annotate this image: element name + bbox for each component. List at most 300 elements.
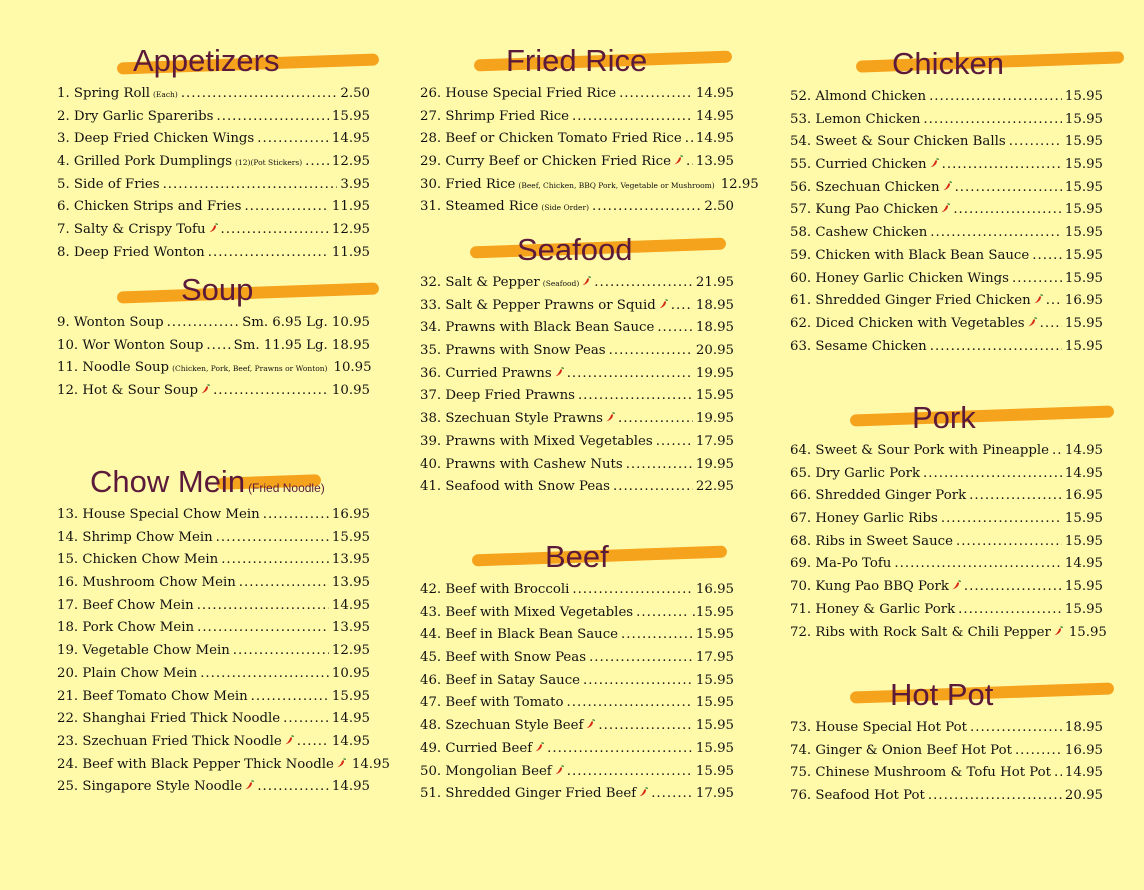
menu-item-name: 18. Pork Chow Mein (57, 620, 195, 636)
menu-item (790, 785, 1103, 808)
menu-item-name: 11. Noodle Soup (57, 360, 170, 376)
menu-item-name: 49. Curried Beef (420, 740, 533, 756)
section-subtitle: (Fried Noodle) (248, 481, 325, 495)
chili-pepper-icon (284, 731, 294, 741)
menu-item-name: 67. Honey Garlic Ribs (790, 511, 938, 527)
menu-item (57, 731, 370, 754)
menu-item-name: 19. Vegetable Chow Mein (57, 643, 230, 659)
menu-item-price: 14.95 (1064, 765, 1103, 781)
section-heading (790, 400, 1103, 440)
chili-pepper-icon (638, 783, 648, 793)
menu-item (57, 572, 370, 595)
menu-item (790, 177, 1103, 200)
dot-leader (208, 242, 329, 265)
chili-pepper-icon (534, 738, 544, 748)
section-heading (420, 43, 734, 83)
menu-item-name: 44. Beef in Black Bean Sauce (420, 627, 619, 643)
menu-item (420, 761, 734, 784)
dot-leader (923, 463, 1062, 486)
section-title (181, 272, 253, 308)
section-appetizers (57, 43, 370, 265)
section-title-text: Soup (181, 272, 254, 307)
menu-item (420, 624, 734, 647)
menu-item-name: 36. Curried Prawns (420, 365, 552, 381)
menu-item (790, 740, 1103, 763)
dot-leader (1040, 313, 1062, 336)
menu-item-list (420, 83, 759, 219)
menu-item (57, 776, 370, 799)
menu-item-price: .15.95 (691, 604, 734, 620)
menu-item-name: 16. Mushroom Chow Mein (57, 575, 236, 591)
menu-item-price: 14.95 (331, 733, 370, 749)
menu-item-price: 12.95 (331, 154, 370, 170)
dot-leader (257, 128, 329, 151)
dot-leader (221, 549, 329, 572)
chili-pepper-icon (1027, 313, 1037, 323)
menu-item-name: 76. Seafood Hot Pot (790, 788, 925, 804)
dot-leader (583, 670, 693, 693)
menu-item-note: (Beef, Chicken, BBQ Pork, Vegetable or Mushroom) (518, 180, 715, 190)
menu-item-price: 14.95 (695, 131, 734, 147)
menu-item-price: Sm. 6.95 Lg. 10.95 (242, 315, 370, 330)
dot-leader (213, 380, 329, 403)
menu-item-name: 71. Honey & Garlic Pork (790, 601, 956, 617)
menu-item (57, 595, 370, 618)
dot-leader (263, 504, 329, 527)
dot-leader (221, 219, 329, 242)
dot-leader (613, 476, 693, 499)
menu-item-price: 20.95 (1064, 788, 1103, 804)
menu-item (57, 617, 370, 640)
menu-item-name: 62. Diced Chicken with Vegetables (790, 315, 1025, 331)
menu-item (57, 174, 370, 197)
menu-item-price: 15.95 (1064, 134, 1103, 150)
menu-item-name: 35. Prawns with Snow Peas (420, 343, 606, 359)
dot-leader (244, 196, 328, 219)
menu-item-name: 64. Sweet & Sour Pork with Pineapple (790, 443, 1050, 458)
menu-item-price: 11.95 (331, 199, 370, 215)
menu-item-name: 50. Mongolian Beef (420, 763, 552, 779)
menu-item (420, 340, 734, 363)
menu-item (57, 196, 370, 219)
dot-leader (953, 199, 1062, 222)
dot-leader (685, 128, 693, 151)
menu-item-name: 58. Cashew Chicken (790, 225, 928, 241)
menu-item (420, 106, 734, 129)
menu-item-name: 48. Szechuan Style Beef (420, 718, 584, 734)
section-heading (790, 677, 1103, 717)
menu-item-price: 15.95 (1064, 338, 1103, 354)
menu-item-name: 2. Dry Garlic Spareribs (57, 108, 214, 124)
dot-leader (572, 579, 693, 602)
dot-leader (894, 553, 1062, 576)
dot-leader (930, 336, 1062, 359)
dot-leader (594, 272, 693, 295)
menu-item-name: 60. Honey Garlic Chicken Wings (790, 270, 1009, 286)
menu-item-name: 46. Beef in Satay Sauce (420, 672, 581, 688)
menu-item-name: 29. Curry Beef or Chicken Fried Rice (420, 154, 671, 170)
section-title (517, 232, 633, 268)
dot-leader (206, 335, 230, 358)
menu-item-price: 16.95 (331, 507, 370, 522)
menu-item (790, 717, 1103, 740)
menu-item (790, 440, 1103, 463)
menu-item (420, 647, 734, 670)
menu-item-name: 68. Ribs in Sweet Sauce (790, 533, 953, 549)
chili-pepper-icon (942, 177, 952, 187)
dot-leader (197, 595, 329, 618)
menu-item (57, 380, 370, 403)
dot-leader (181, 83, 338, 106)
menu-item-name: 51. Shredded Ginger Fried Beef (420, 786, 637, 802)
menu-item (420, 83, 734, 106)
section-title-text: Chicken (892, 46, 1004, 81)
menu-item-price: 15.95 (695, 672, 734, 688)
dot-leader (609, 340, 693, 363)
chili-pepper-icon (244, 776, 254, 786)
dot-leader (592, 196, 701, 219)
dot-leader (567, 363, 693, 386)
section-title-text: Chow Mein (90, 464, 246, 499)
menu-item-list (420, 579, 734, 806)
menu-item-price: 15.95 (1068, 624, 1107, 640)
dot-leader (618, 408, 693, 431)
menu-item-price: 10.95 (333, 360, 372, 376)
menu-item-price: 2.50 (340, 86, 370, 101)
menu-item-price: 17.95 (695, 433, 734, 449)
menu-item-price: 16.95 (1064, 293, 1103, 309)
menu-item (420, 363, 734, 386)
menu-item (790, 508, 1103, 531)
section-title-text: Appetizers (133, 43, 280, 78)
menu-item-name: 69. Ma-Po Tofu (790, 556, 892, 572)
dot-leader (598, 715, 693, 738)
menu-item-name: 63. Sesame Chicken (790, 338, 927, 354)
dot-leader (233, 640, 329, 663)
menu-item-name: 73. House Special Hot Pot (790, 720, 967, 735)
section-heading (57, 43, 370, 83)
dot-leader (619, 83, 693, 106)
dot-leader (636, 602, 689, 625)
menu-item-price: 15.95 (1064, 247, 1103, 263)
dot-leader (928, 785, 1062, 808)
section-heading (790, 46, 1103, 86)
menu-item-price: 12.95 (331, 222, 370, 238)
dot-leader (216, 527, 329, 550)
dot-leader (626, 454, 693, 477)
menu-item (790, 290, 1103, 313)
dot-leader (163, 174, 338, 197)
section-heading (57, 272, 370, 312)
menu-item-price: 15.95 (1064, 225, 1103, 241)
dot-leader (956, 531, 1062, 554)
menu-item-name: 33. Salt & Pepper Prawns or Squid (420, 297, 656, 313)
menu-item-name: 43. Beef with Mixed Vegetables (420, 604, 634, 620)
menu-item-name: 53. Lemon Chicken (790, 111, 921, 127)
menu-item-name: 10. Wor Wonton Soup (57, 337, 204, 353)
menu-item-price: 19.95 (695, 456, 734, 472)
menu-item-note: (12)(Pot Stickers) (235, 158, 303, 168)
menu-item-price: 19.95 (695, 411, 734, 427)
menu-item (790, 268, 1103, 291)
dot-leader (200, 663, 329, 686)
menu-item-price: 15.95 (695, 740, 734, 756)
menu-item-price: 21.95 (695, 275, 734, 290)
menu-item-price: 2.50 (704, 199, 734, 215)
menu-item-name: 3. Deep Fried Chicken Wings (57, 131, 255, 147)
menu-item-price: 10.95 (331, 383, 370, 399)
dot-leader (941, 508, 1062, 531)
menu-item (790, 313, 1103, 336)
dot-leader (970, 717, 1062, 740)
menu-item-name: 32. Salt & Pepper (420, 275, 540, 290)
menu-item-price: 15.95 (331, 688, 370, 704)
chili-pepper-icon (200, 380, 210, 390)
chili-pepper-icon (673, 151, 683, 161)
menu-item-price: 15.95 (695, 695, 734, 711)
menu-item-price: 16.95 (695, 582, 734, 597)
dot-leader (283, 708, 329, 731)
menu-item-price: 15.95 (1064, 533, 1103, 549)
menu-item (57, 312, 370, 335)
dot-leader (955, 177, 1062, 200)
menu-item (420, 692, 734, 715)
menu-item (790, 199, 1103, 222)
menu-item-price: 12.95 (720, 176, 759, 192)
menu-item-name: 1. Spring Roll (57, 86, 150, 101)
menu-item-name: 9. Wonton Soup (57, 315, 164, 330)
menu-item-name: 52. Almond Chicken (790, 89, 927, 104)
menu-item-name: 28. Beef or Chicken Tomato Fried Rice (420, 131, 682, 147)
section-heading (57, 464, 370, 504)
dot-leader (686, 151, 693, 174)
menu-item-price: 14.95 (331, 779, 370, 795)
dot-leader (239, 572, 329, 595)
section-pork (790, 400, 1107, 644)
menu-item-price: 14.95 (331, 597, 370, 613)
menu-item-price: 17.95 (695, 786, 734, 802)
chili-pepper-icon (581, 272, 591, 282)
menu-item (420, 602, 734, 625)
dot-leader (958, 599, 1062, 622)
menu-item (420, 196, 734, 219)
menu-item-name: 5. Side of Fries (57, 176, 160, 192)
dot-leader (1054, 762, 1062, 785)
chili-pepper-icon (554, 363, 564, 373)
menu-item-name: 41. Seafood with Snow Peas (420, 479, 610, 495)
menu-item-name: 17. Beef Chow Mein (57, 597, 194, 613)
section-chicken (790, 46, 1103, 358)
menu-item-name: 75. Chinese Mushroom & Tofu Hot Pot (790, 765, 1052, 781)
dot-leader (1046, 290, 1062, 313)
dot-leader (930, 222, 1062, 245)
menu-item (420, 783, 734, 806)
menu-item (420, 431, 734, 454)
section-hot-pot (790, 677, 1103, 808)
menu-item-name: 65. Dry Garlic Pork (790, 465, 921, 481)
menu-item-price: 15.95 (331, 529, 370, 545)
menu-item (790, 245, 1103, 268)
menu-item (420, 317, 734, 340)
menu-item-price: 13.95 (695, 154, 734, 170)
menu-item-price: 15.95 (1064, 111, 1103, 127)
menu-item-name: 72. Ribs with Rock Salt & Chili Pepper (790, 624, 1051, 640)
section-soup (57, 272, 370, 403)
menu-item-price: 14.95 (695, 108, 734, 124)
dot-leader (969, 485, 1062, 508)
menu-item-name: 42. Beef with Broccoli (420, 582, 570, 597)
menu-item (57, 708, 370, 731)
section-title (892, 46, 1004, 82)
menu-item (420, 272, 734, 295)
dot-leader (1015, 740, 1062, 763)
section-title (912, 400, 976, 436)
menu-item-price: 14.95 (1064, 443, 1103, 458)
dot-leader (567, 692, 693, 715)
menu-item-price: 17.95 (695, 650, 734, 666)
menu-item-name: 38. Szechuan Style Prawns (420, 411, 603, 427)
menu-item-price: 14.95 (695, 86, 734, 101)
section-title-text: Fried Rice (506, 43, 648, 78)
menu-item (420, 385, 734, 408)
menu-item (57, 549, 370, 572)
menu-item (790, 622, 1107, 645)
menu-item-name: 25. Singapore Style Noodle (57, 779, 243, 795)
section-title (506, 43, 647, 79)
menu-item (57, 640, 370, 663)
dot-leader (547, 738, 693, 761)
dot-leader (297, 731, 329, 754)
dot-leader (305, 151, 329, 174)
menu-item-name: 7. Salty & Crispy Tofu (57, 222, 206, 238)
menu-item-name: 4. Grilled Pork Dumplings (57, 154, 233, 170)
section-title-text: Beef (545, 539, 609, 574)
menu-item (790, 131, 1103, 154)
menu-item (420, 128, 734, 151)
chili-pepper-icon (951, 576, 961, 586)
chili-pepper-icon (336, 754, 346, 764)
menu-item-price: Sm. 11.95 Lg. 18.95 (233, 337, 370, 353)
menu-item-name: 12. Hot & Sour Soup (57, 383, 199, 399)
menu-item-price: 15.95 (695, 627, 734, 643)
menu-item (57, 106, 370, 129)
dot-leader (1052, 440, 1062, 463)
menu-item-price: 13.95 (331, 552, 370, 568)
menu-item-name: 14. Shrimp Chow Mein (57, 529, 213, 545)
dot-leader (929, 86, 1062, 109)
menu-item (420, 151, 734, 174)
dot-leader (251, 686, 329, 709)
menu-item (420, 295, 734, 318)
dot-leader (964, 576, 1062, 599)
menu-item-name: 61. Shredded Ginger Fried Chicken (790, 293, 1031, 309)
dot-leader (567, 761, 693, 784)
section-title (133, 43, 279, 79)
menu-item (790, 154, 1103, 177)
menu-item-name: 15. Chicken Chow Mein (57, 552, 219, 568)
chili-pepper-icon (658, 295, 668, 305)
dot-leader (621, 624, 693, 647)
section-title (545, 539, 609, 575)
section-title (890, 677, 993, 713)
menu-item-name: 24. Beef with Black Pepper Thick Noodle (57, 756, 334, 772)
menu-item (790, 222, 1103, 245)
menu-item (420, 738, 734, 761)
dot-leader (657, 317, 693, 340)
menu-item (790, 463, 1103, 486)
menu-item-price: 15.95 (1064, 202, 1103, 218)
menu-item-price: 14.95 (1064, 465, 1103, 481)
chili-pepper-icon (208, 219, 218, 229)
section-title-text: Pork (912, 400, 976, 435)
menu-item-name: 27. Shrimp Fried Rice (420, 108, 570, 124)
menu-item-name: 34. Prawns with Black Bean Sauce (420, 320, 655, 336)
menu-item-price: 18.95 (695, 297, 734, 313)
menu-item-name: 22. Shanghai Fried Thick Noodle (57, 711, 281, 727)
menu-item (57, 686, 370, 709)
menu-item-list (57, 83, 370, 265)
menu-item-name: 45. Beef with Snow Peas (420, 650, 587, 666)
section-title (90, 464, 325, 506)
section-fried-rice (420, 43, 759, 219)
chili-pepper-icon (554, 761, 564, 771)
menu-item (790, 576, 1103, 599)
menu-item-price: 18.95 (1064, 720, 1103, 735)
menu-item-name: 56. Szechuan Chicken (790, 179, 940, 195)
menu-item-price: 15.95 (1064, 315, 1103, 331)
chili-pepper-icon (929, 154, 939, 164)
chili-pepper-icon (1053, 622, 1063, 632)
dot-leader (257, 776, 329, 799)
menu-item-price: 12.95 (331, 643, 370, 659)
menu-item-name: 70. Kung Pao BBQ Pork (790, 579, 949, 595)
menu-item-name: 57. Kung Pao Chicken (790, 202, 939, 218)
menu-item-price: 15.95 (1064, 579, 1103, 595)
menu-item (420, 715, 734, 738)
menu-item-price: 15.95 (1064, 511, 1103, 527)
menu-item-list (790, 86, 1103, 358)
menu-item-price: 15.95 (1064, 89, 1103, 104)
menu-item-name: 30. Fried Rice (420, 176, 516, 192)
menu-item-price: 20.95 (695, 343, 734, 359)
menu-item (57, 754, 390, 777)
menu-item-price: 18.95 (695, 320, 734, 336)
menu-item-note: (Side Order) (541, 203, 589, 213)
menu-item-name: 54. Sweet & Sour Chicken Balls (790, 134, 1006, 150)
section-chow-mein (57, 464, 390, 799)
menu-item (790, 336, 1103, 359)
menu-item (57, 219, 370, 242)
heading-brush-stroke (850, 405, 1114, 426)
menu-item (790, 485, 1103, 508)
menu-item-name: 8. Deep Fried Wonton (57, 244, 205, 260)
menu-item (57, 663, 370, 686)
menu-item (57, 151, 370, 174)
menu-item (420, 670, 734, 693)
menu-item-price: 15.95 (1064, 601, 1103, 617)
dot-leader (942, 154, 1062, 177)
menu-item-price: 15.95 (695, 718, 734, 734)
menu-item-price: 11.95 (331, 244, 370, 260)
menu-item-price: 14.95 (331, 131, 370, 147)
dot-leader (572, 106, 693, 129)
menu-item (790, 599, 1103, 622)
menu-item (57, 335, 370, 358)
dot-leader (651, 783, 693, 806)
menu-item-name: 23. Szechuan Fried Thick Noodle (57, 733, 282, 749)
menu-item-name: 26. House Special Fried Rice (420, 86, 617, 101)
menu-item-price: 10.95 (331, 665, 370, 681)
